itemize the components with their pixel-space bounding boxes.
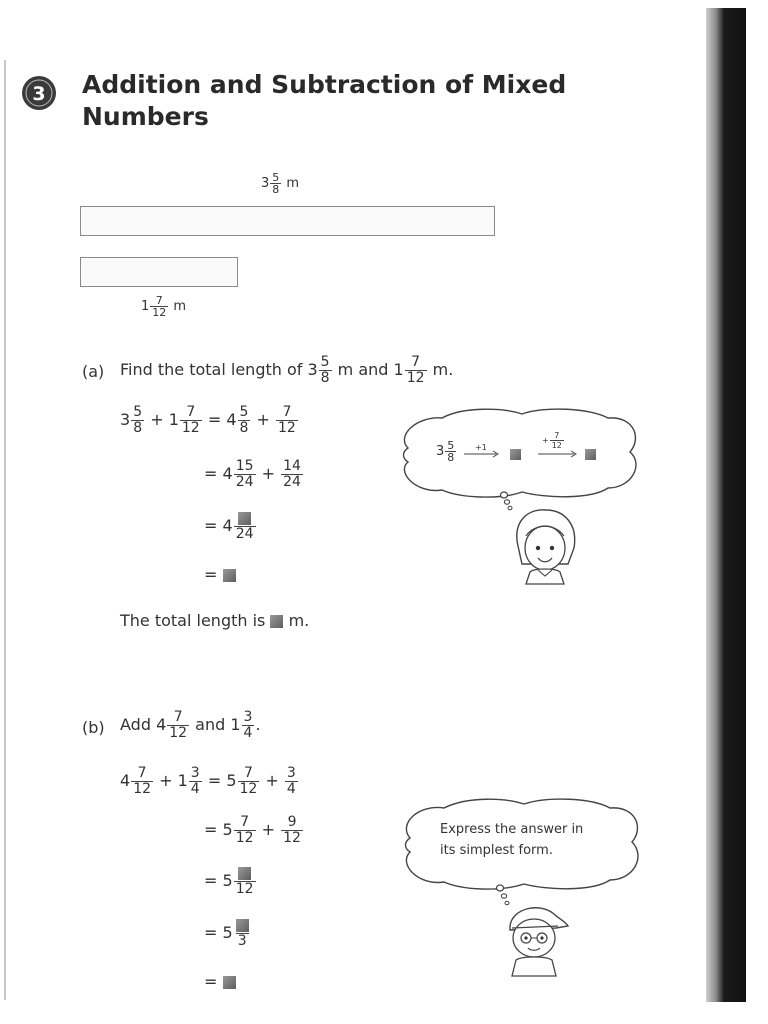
page-title-line2: Numbers	[82, 102, 209, 131]
answer-blank	[223, 569, 236, 582]
bubble-a-step1: +1	[475, 443, 487, 452]
bar-top-label: 3 $\frac{5}{8}$ m	[261, 171, 300, 196]
answer-blank	[238, 512, 251, 525]
girl-character-illustration	[508, 506, 580, 586]
bubble-a-step2: + $\frac{7}{12}$	[542, 431, 562, 450]
page-margin-line	[4, 60, 6, 1000]
answer-blank	[223, 976, 236, 989]
part-b-label: (b)	[82, 718, 105, 737]
answer-blank	[236, 919, 249, 932]
bubble-b-line2: its simplest form.	[440, 843, 553, 858]
bar-model-long	[80, 206, 495, 236]
part-b-step-4: = 5 3	[204, 918, 252, 949]
section-number-badge	[20, 74, 58, 112]
part-b-question: Add 4 $\frac{7}{12}$ and 1 $\frac{3}{4}$ .	[120, 709, 261, 741]
part-b-step-1: 4 $\frac{7}{12}$ + 1 $\frac{3}{4}$ = 5 $\frac{7}{12}$ + $\frac{3}{4}$	[120, 765, 296, 797]
part-a-label: (a)	[82, 362, 105, 381]
page-title: Addition and Subtraction of Mixed	[82, 70, 567, 99]
part-a-step-3: = 4 24	[204, 511, 257, 542]
boy-character-illustration	[496, 900, 572, 978]
part-a-answer: The total length is m.	[120, 611, 310, 630]
part-a-step-4: =	[204, 565, 236, 584]
answer-blank	[585, 449, 596, 460]
part-a-step-2: = 4 $\frac{15}{24}$ + $\frac{14}{24}$	[204, 458, 301, 490]
bar-bottom-label: 1 $\frac{7}{12}$ m	[141, 294, 187, 319]
part-a-question: Find the total length of 3 $\frac{5}{8}$ m and 1 $\frac{7}{12}$ m.	[120, 354, 454, 386]
bubble-b-line1: Express the answer in	[440, 822, 584, 837]
bar-model-short	[80, 257, 238, 287]
book-spine-shadow	[706, 8, 746, 1002]
svg-text:3: 3	[32, 83, 46, 105]
answer-blank	[270, 615, 283, 628]
answer-blank	[510, 449, 521, 460]
part-b-step-3: = 5 12	[204, 866, 257, 897]
answer-blank	[238, 867, 251, 880]
part-b-step-5: =	[204, 972, 236, 991]
part-b-step-2: = 5 $\frac{7}{12}$ + $\frac{9}{12}$	[204, 814, 301, 846]
part-a-step-1: 3 $\frac{5}{8}$ + 1 $\frac{7}{12}$ = 4 $\frac{5}{8}$ + $\frac{7}{12}$	[120, 404, 296, 436]
bubble-a-start: 3 $\frac{5}{8}$	[436, 439, 455, 464]
